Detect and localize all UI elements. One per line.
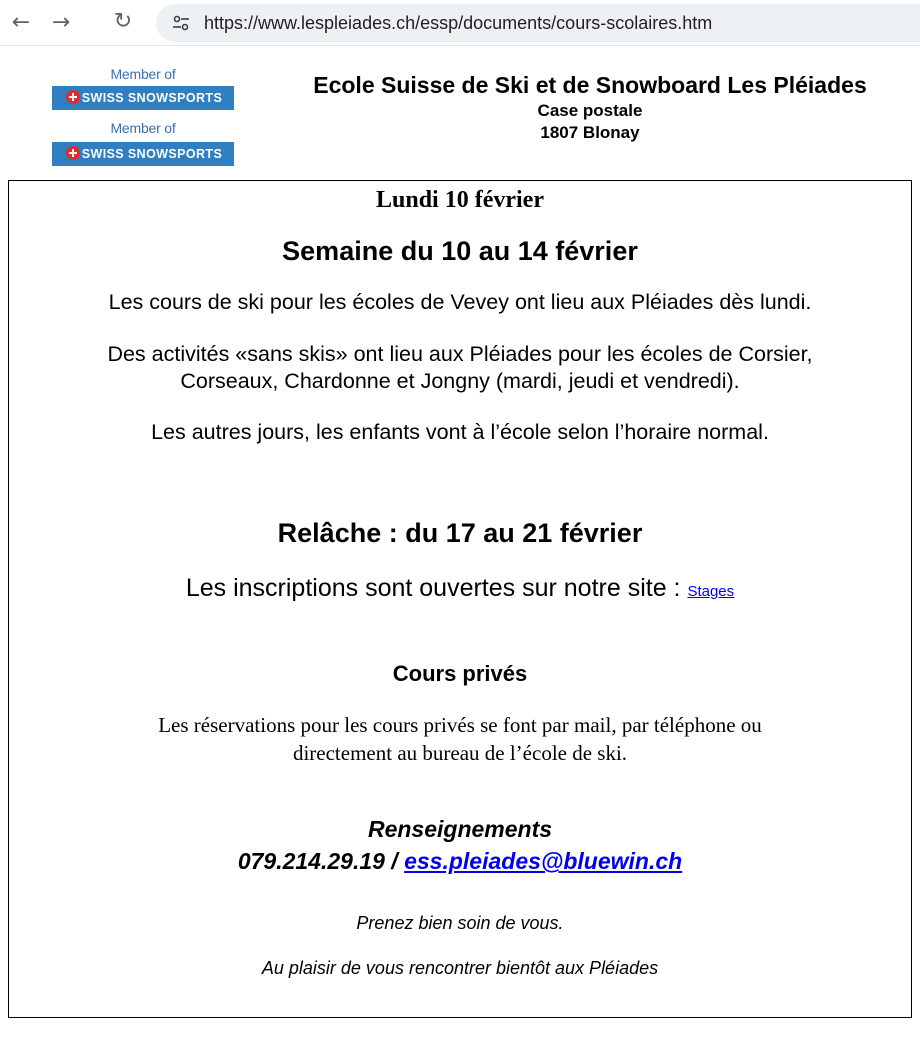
swiss-flag-icon [66, 90, 80, 104]
info-title: Renseignements [367, 816, 553, 842]
email-link[interactable]: ess.pleiades@bluewin.ch [404, 848, 683, 874]
site-info-icon[interactable] [170, 12, 192, 34]
inscriptions-text [9, 574, 911, 603]
reload-icon[interactable]: ↻ [113, 9, 133, 34]
back-arrow-icon[interactable]: ← [11, 10, 31, 35]
content-box [8, 180, 912, 1018]
logo-block [52, 120, 234, 174]
browser-toolbar [0, 0, 920, 46]
address-bar[interactable] [156, 4, 920, 42]
private-lessons-text [9, 711, 911, 767]
sans-skis-line-2: Corseaux, Chardonne et Jongny (mardi, jeudi et vendredi). [180, 369, 740, 393]
swiss-snowsports-badge [52, 142, 234, 166]
address-line-1: Case postale [537, 101, 643, 120]
break-title: Relâche : du 17 au 21 février [277, 518, 643, 548]
phone-number: 079.214.29.19 / [237, 848, 405, 874]
vevey-schools-text: Les cours de ski pour les écoles de Vevey ont lieu aux Pléiades dès lundi. [108, 290, 812, 314]
school-name: Ecole Suisse de Ski et de Snowboard Les Pléiades [313, 72, 867, 98]
private-lessons-title: Cours privés [392, 661, 528, 686]
page-date: Lundi 10 février [376, 187, 544, 213]
member-of-text: Member of [110, 120, 176, 136]
sans-skis-text [9, 341, 911, 395]
forward-arrow-icon[interactable]: → [51, 10, 71, 35]
address-line-2: 1807 Blonay [540, 123, 640, 142]
badge-label: SWISS SNOWSPORTS [81, 91, 223, 105]
logo-block [52, 66, 234, 120]
private-line-1: Les réservations pour les cours privés se font par mail, par téléphone ou [158, 713, 762, 737]
badge-label: SWISS SNOWSPORTS [81, 147, 223, 161]
contact-line [9, 845, 911, 877]
private-line-2: directement au bureau de l’école de ski. [292, 741, 628, 765]
swiss-snowsports-logos [52, 66, 234, 161]
goodbye-text: Au plaisir de vous rencontrer bientôt aux Pléiades [261, 958, 659, 978]
stages-link[interactable]: Stages [687, 583, 735, 600]
sans-skis-line-1: Des activités «sans skis» ont lieu aux Pléiades pour les écoles de Corsier, [107, 342, 813, 366]
member-of-text: Member of [110, 66, 176, 82]
swiss-snowsports-badge [52, 86, 234, 110]
contact-info [9, 813, 911, 877]
swiss-flag-icon [66, 146, 80, 160]
other-days-text: Les autres jours, les enfants vont à l’école selon l’horaire normal. [151, 420, 769, 444]
inscriptions-label: Les inscriptions sont ouvertes sur notre site : [185, 574, 688, 602]
week-title: Semaine du 10 au 14 février [282, 236, 638, 266]
school-header [290, 70, 890, 144]
care-text: Prenez bien soin de vous. [356, 913, 564, 933]
url-text[interactable]: https://www.lespleiades.ch/essp/documents/cours-scolaires.htm [204, 13, 713, 33]
